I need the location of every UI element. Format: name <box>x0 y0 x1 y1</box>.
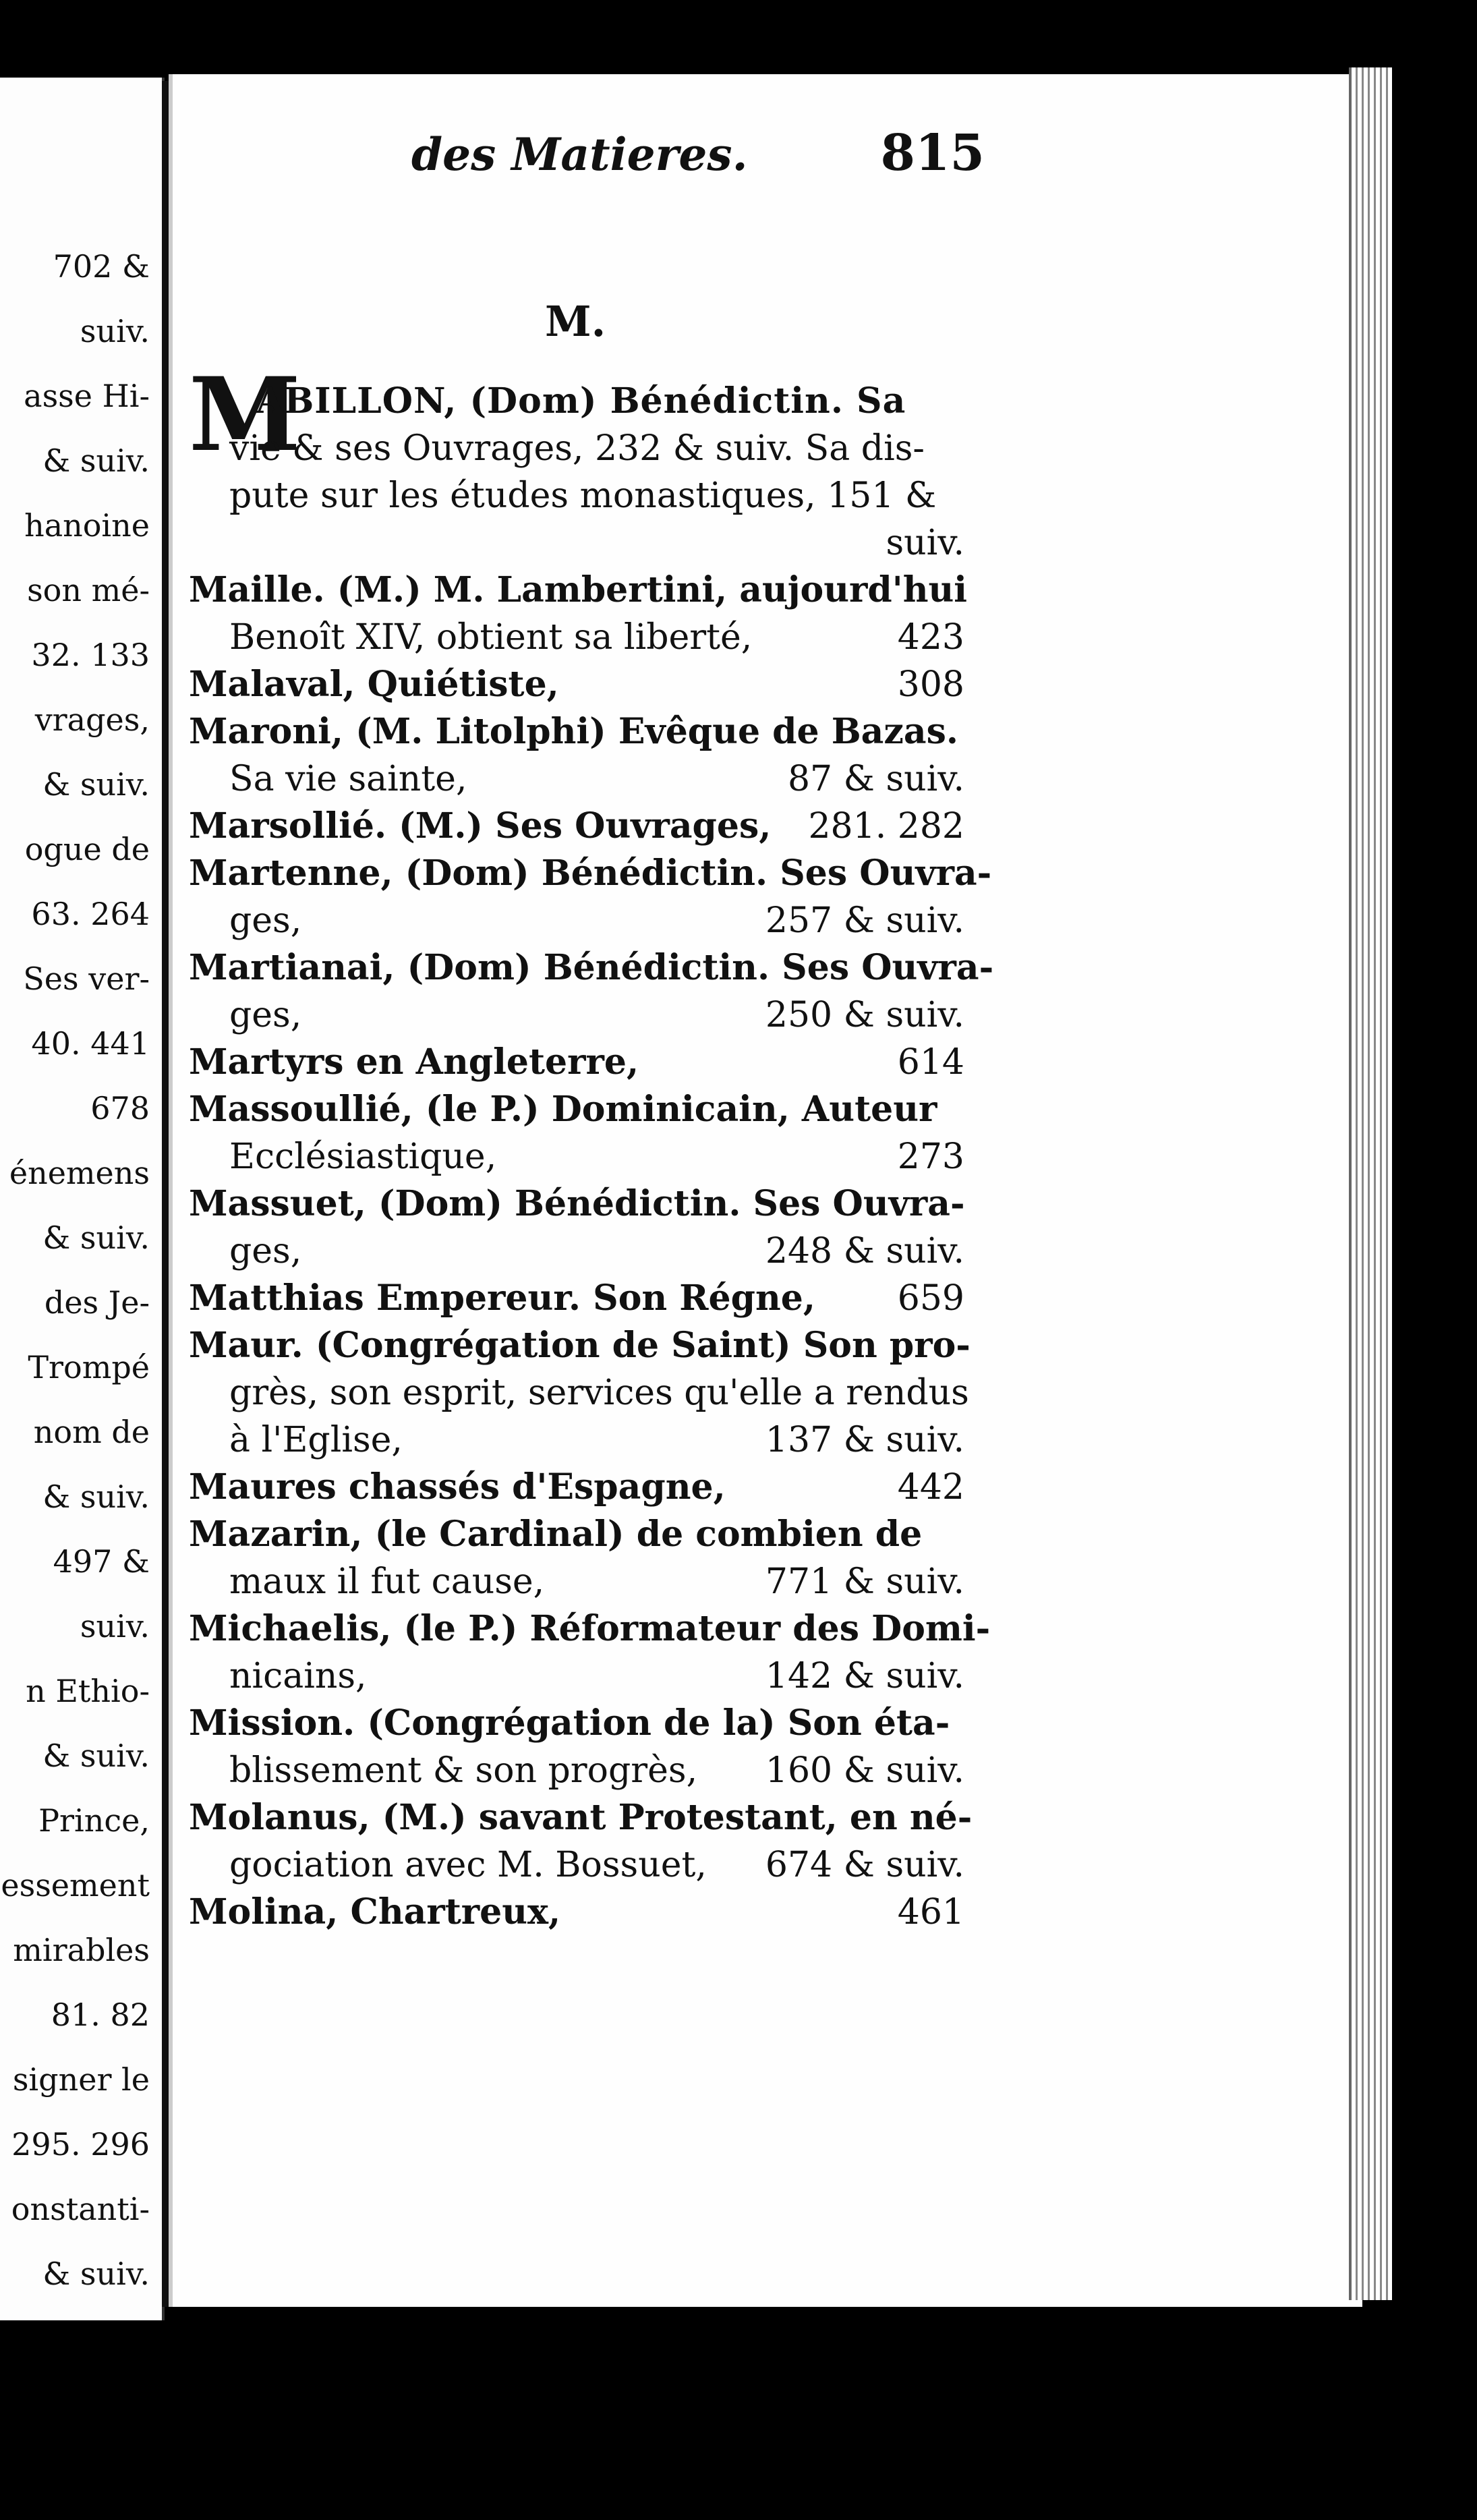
index-line-text: Matthias Empereur. Son Régne, <box>189 1278 815 1319</box>
index-line-text: blissement & son progrès, <box>229 1750 698 1791</box>
left-page-fragment: 63. 264 <box>31 896 150 932</box>
index-line-page-ref: 461 <box>897 1892 964 1932</box>
running-title: des Matieres. <box>411 128 748 181</box>
index-line <box>189 1133 964 1180</box>
index-line <box>189 1889 964 1936</box>
left-page-fragment: énemens <box>9 1155 150 1191</box>
index-line <box>189 944 994 992</box>
index-line-page-ref: 281. 282 <box>808 806 964 847</box>
left-page-fragment: signer le <box>12 2061 150 2098</box>
left-page-fragment: mirables <box>13 1932 150 1968</box>
index-line <box>189 1039 964 1086</box>
left-page-fragment: 40. 441 <box>31 1025 150 1062</box>
left-page-fragment: nom de <box>33 1414 150 1450</box>
index-line-text: Maures chassés d'Espagne, <box>189 1466 726 1508</box>
index-line-page-ref: 160 & suiv. <box>765 1750 964 1791</box>
left-page-fragment: Prince, <box>38 1802 150 1839</box>
page-edges <box>1349 67 1392 2300</box>
index-line-page-ref: 137 & suiv. <box>765 1420 964 1460</box>
index-line <box>189 1605 991 1653</box>
index-line <box>189 1416 964 1464</box>
index-line-text: maux il fut cause, <box>229 1562 545 1602</box>
left-page <box>0 78 165 2320</box>
index-line <box>189 1747 964 1794</box>
index-line <box>189 708 964 755</box>
index-line-text: Martyrs en Angleterre, <box>189 1041 639 1083</box>
index-line <box>189 992 964 1039</box>
index-line-text: Massoullié, (le P.) Dominicain, Auteur <box>189 1089 937 1130</box>
index-line-text: nicains, <box>229 1656 367 1696</box>
index-line-text: grès, son esprit, services qu'elle a rendus <box>229 1373 969 1413</box>
index-line-text: Maille. (M.) M. Lambertini, aujourd'hui <box>189 569 968 610</box>
left-page-fragment: hanoine <box>24 507 150 544</box>
left-page-fragment: suiv. <box>80 313 150 349</box>
index-line-text: Malaval, Quiétiste, <box>189 664 559 705</box>
index-line-text: Molina, Chartreux, <box>189 1891 561 1932</box>
index-line-text: Marsollié. (M.) Ses Ouvrages, <box>189 805 772 847</box>
index-line-page-ref: 248 & suiv. <box>765 1231 964 1271</box>
section-letter: M. <box>545 297 606 346</box>
index-line-page-ref: 442 <box>897 1467 964 1508</box>
index-line <box>189 897 964 944</box>
drop-cap: M <box>189 355 301 474</box>
index-line-page-ref: 273 <box>897 1137 964 1177</box>
index-line-text: gociation avec M. Bossuet, <box>229 1845 707 1885</box>
left-page-fragment: son mé- <box>27 572 150 608</box>
index-line <box>189 567 968 614</box>
left-page-fragment: 81. 82 <box>51 1997 150 2033</box>
left-page-fragment: & suiv. <box>42 2256 150 2292</box>
left-page-fragment: onstanti- <box>11 2191 150 2227</box>
index-line <box>189 614 964 661</box>
left-page-fragment: 678 <box>90 1090 150 1126</box>
index-line-page-ref: 423 <box>897 617 964 658</box>
index-line-text: Ecclésiastique, <box>229 1137 497 1177</box>
index-line <box>189 661 964 708</box>
index-line <box>189 472 964 519</box>
index-line-page-ref: 771 & suiv. <box>765 1562 964 1602</box>
left-page-fragment: essement <box>1 1867 150 1903</box>
index-line-text: vie & ses Ouvrages, 232 & suiv. Sa dis- <box>229 428 925 469</box>
index-line <box>189 1180 964 1228</box>
index-line <box>189 803 964 850</box>
index-line <box>189 755 964 803</box>
index-line-text: ges, <box>229 1231 302 1271</box>
index-entries <box>189 355 994 1936</box>
index-line <box>189 1369 969 1416</box>
index-line-text: Michaelis, (le P.) Réformateur des Domi- <box>189 1608 991 1649</box>
left-page-fragment: 497 & <box>53 1543 150 1580</box>
index-line-text: Sa vie sainte, <box>229 759 467 799</box>
index-line-page-ref: suiv. <box>886 523 964 563</box>
index-line-text: ges, <box>229 900 302 941</box>
index-line <box>189 378 964 425</box>
left-page-fragment: & suiv. <box>42 1738 150 1774</box>
index-line-page-ref: 142 & suiv. <box>765 1656 964 1696</box>
page-header <box>411 124 985 189</box>
index-line <box>189 1228 964 1275</box>
index-line-text: Mission. (Congrégation de la) Son éta- <box>189 1702 950 1744</box>
left-page-fragment: & suiv. <box>42 766 150 803</box>
index-line <box>189 1558 964 1605</box>
index-line-text: pute sur les études monastiques, 151 & <box>229 476 937 516</box>
left-page-fragment: asse Hi- <box>24 378 150 414</box>
index-line-page-ref: 87 & suiv. <box>787 759 964 799</box>
index-line-text: ABILLON, (Dom) Bénédictin. Sa <box>256 380 906 422</box>
left-page-fragment: 702 & <box>53 248 150 285</box>
index-line-text: Martianai, (Dom) Bénédictin. Ses Ouvra- <box>189 947 994 988</box>
index-line-text: Martenne, (Dom) Bénédictin. Ses Ouvra- <box>189 853 992 894</box>
index-line <box>189 1653 964 1700</box>
left-page-fragment: 295. 296 <box>11 2126 150 2163</box>
index-line-page-ref: 250 & suiv. <box>765 995 964 1035</box>
index-line <box>189 1086 964 1133</box>
index-line-text: ges, <box>229 995 302 1035</box>
index-line <box>189 1511 964 1558</box>
left-page-fragment: & suiv. <box>42 442 150 479</box>
left-page-fragment: n Ethio- <box>26 1673 150 1709</box>
left-page-fragment: 32. 133 <box>31 637 150 673</box>
index-line <box>189 425 964 472</box>
index-line-page-ref: 308 <box>897 664 964 705</box>
page-number: 815 <box>880 124 985 182</box>
index-line <box>189 519 964 567</box>
index-line-page-ref: 674 & suiv. <box>765 1845 964 1885</box>
index-line-text: à l'Eglise, <box>229 1420 403 1460</box>
index-line-page-ref: 614 <box>897 1042 964 1083</box>
left-page-fragment: des Je- <box>44 1284 150 1321</box>
index-line-page-ref: 659 <box>897 1278 964 1319</box>
index-line <box>189 850 992 897</box>
left-page-fragment: Ses ver- <box>23 961 150 997</box>
index-line <box>189 1841 964 1889</box>
index-line-page-ref: 257 & suiv. <box>765 900 964 941</box>
index-line-text: Molanus, (M.) savant Protestant, en né- <box>189 1797 973 1838</box>
index-line-text: Benoît XIV, obtient sa liberté, <box>229 617 753 658</box>
index-line <box>189 1275 964 1322</box>
index-line <box>189 1794 973 1841</box>
index-line <box>189 1322 971 1369</box>
index-line <box>189 1700 964 1747</box>
left-page-fragment: ogue de <box>24 831 150 867</box>
index-line-text: Massuet, (Dom) Bénédictin. Ses Ouvra- <box>189 1183 965 1224</box>
left-page-fragment: & suiv. <box>42 1220 150 1256</box>
left-page-fragment: Trompé <box>28 1349 150 1385</box>
index-line <box>189 1464 964 1511</box>
left-page-fragment: suiv. <box>80 1608 150 1644</box>
index-line-text: Maur. (Congrégation de Saint) Son pro- <box>189 1325 971 1366</box>
index-line-text: Maroni, (M. Litolphi) Evêque de Bazas. <box>189 711 958 752</box>
index-line-text: Mazarin, (le Cardinal) de combien de <box>189 1514 923 1555</box>
left-page-fragment: & suiv. <box>42 1479 150 1515</box>
left-page-fragment: vrages, <box>34 701 150 738</box>
